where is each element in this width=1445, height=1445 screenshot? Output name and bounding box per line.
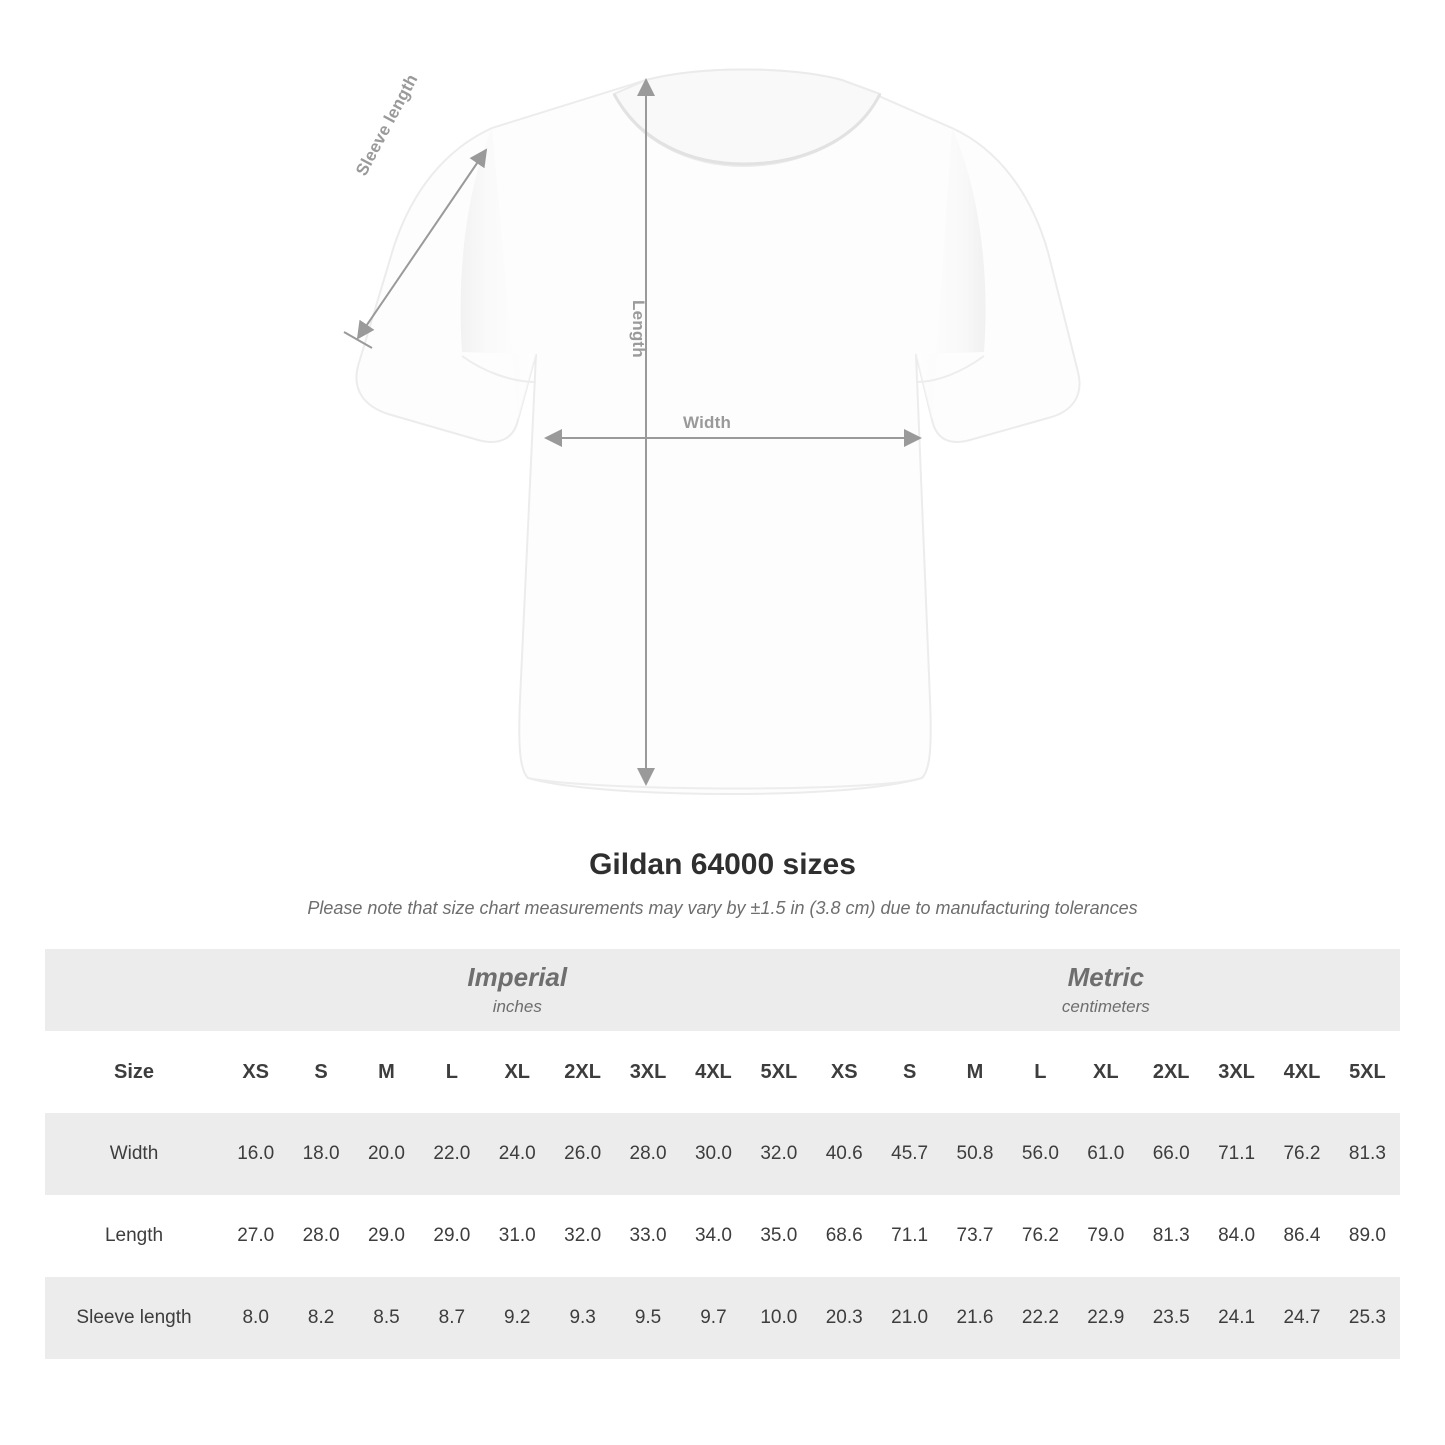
metric-sub-label: centimeters <box>1061 997 1150 1017</box>
imperial-sub-label: inches <box>492 997 542 1017</box>
imperial-label: Imperial <box>467 961 568 992</box>
size-header-metric-l: L <box>1008 1031 1073 1113</box>
page-title: Gildan 64000 sizes <box>589 848 856 881</box>
cell-width-metric-l: 56.0 <box>1008 1113 1073 1195</box>
size-table-wrap <box>45 949 1400 1359</box>
cell-width-imperial-3xl: 28.0 <box>615 1113 680 1195</box>
cell-length-metric-l: 76.2 <box>1008 1195 1073 1277</box>
cell-width-imperial-l: 22.0 <box>419 1113 484 1195</box>
size-header-metric-3xl: 3XL <box>1204 1031 1269 1113</box>
cell-width-imperial-xs: 16.0 <box>223 1113 288 1195</box>
size-header-imperial-s: S <box>288 1031 353 1113</box>
cell-length-imperial-5xl: 35.0 <box>746 1195 811 1277</box>
size-header-metric-s: S <box>877 1031 942 1113</box>
cell-sleeve-imperial-s: 8.2 <box>288 1277 353 1359</box>
size-header-imperial-l: L <box>419 1031 484 1113</box>
metric-unit-cell <box>812 949 1401 1031</box>
metric-label: Metric <box>1067 961 1145 992</box>
size-header-metric-2xl: 2XL <box>1138 1031 1203 1113</box>
cell-sleeve-metric-3xl: 24.1 <box>1204 1277 1269 1359</box>
cell-length-metric-m: 73.7 <box>942 1195 1007 1277</box>
cell-sleeve-imperial-xs: 8.0 <box>223 1277 288 1359</box>
cell-sleeve-imperial-xl: 9.2 <box>485 1277 550 1359</box>
size-header-imperial-xl: XL <box>485 1031 550 1113</box>
title-block <box>0 848 1445 919</box>
table-row-length <box>45 1195 1400 1277</box>
size-table <box>45 949 1400 1359</box>
units-blank-cell <box>45 949 223 1031</box>
length-label: Length <box>629 300 648 358</box>
cell-length-imperial-4xl: 34.0 <box>681 1195 746 1277</box>
cell-length-metric-3xl: 84.0 <box>1204 1195 1269 1277</box>
cell-length-imperial-m: 29.0 <box>354 1195 419 1277</box>
cell-sleeve-imperial-3xl: 9.5 <box>615 1277 680 1359</box>
cell-sleeve-metric-s: 21.0 <box>877 1277 942 1359</box>
size-header-imperial-5xl: 5XL <box>746 1031 811 1113</box>
size-header-imperial-3xl: 3XL <box>615 1031 680 1113</box>
cell-sleeve-metric-4xl: 24.7 <box>1269 1277 1334 1359</box>
size-header-metric-m: M <box>942 1031 1007 1113</box>
tolerance-note: Please note that size chart measurements may vary by ±1.5 in (3.8 cm) due to manufacturing tolerances <box>307 898 1138 918</box>
cell-width-imperial-2xl: 26.0 <box>550 1113 615 1195</box>
cell-length-metric-2xl: 81.3 <box>1138 1195 1203 1277</box>
cell-width-metric-s: 45.7 <box>877 1113 942 1195</box>
cell-length-imperial-xl: 31.0 <box>485 1195 550 1277</box>
width-label: Width <box>683 413 732 432</box>
cell-width-imperial-s: 18.0 <box>288 1113 353 1195</box>
cell-width-metric-xl: 61.0 <box>1073 1113 1138 1195</box>
cell-width-imperial-m: 20.0 <box>354 1113 419 1195</box>
cell-width-metric-m: 50.8 <box>942 1113 1007 1195</box>
cell-width-imperial-xl: 24.0 <box>485 1113 550 1195</box>
cell-width-metric-3xl: 71.1 <box>1204 1113 1269 1195</box>
cell-length-metric-5xl: 89.0 <box>1335 1195 1401 1277</box>
cell-width-metric-4xl: 76.2 <box>1269 1113 1334 1195</box>
size-header-imperial-xs: XS <box>223 1031 288 1113</box>
cell-sleeve-imperial-2xl: 9.3 <box>550 1277 615 1359</box>
table-row-sleeve-length <box>45 1277 1400 1359</box>
size-header-imperial-2xl: 2XL <box>550 1031 615 1113</box>
size-header-metric-4xl: 4XL <box>1269 1031 1334 1113</box>
cell-width-imperial-5xl: 32.0 <box>746 1113 811 1195</box>
cell-sleeve-imperial-4xl: 9.7 <box>681 1277 746 1359</box>
cell-sleeve-metric-2xl: 23.5 <box>1138 1277 1203 1359</box>
cell-length-metric-4xl: 86.4 <box>1269 1195 1334 1277</box>
cell-width-imperial-4xl: 30.0 <box>681 1113 746 1195</box>
size-header-row <box>45 1031 1400 1113</box>
cell-sleeve-imperial-l: 8.7 <box>419 1277 484 1359</box>
imperial-unit-cell <box>223 949 812 1031</box>
cell-length-imperial-xs: 27.0 <box>223 1195 288 1277</box>
units-row <box>45 949 1400 1031</box>
table-row-width <box>45 1113 1400 1195</box>
cell-sleeve-metric-xl: 22.9 <box>1073 1277 1138 1359</box>
cell-sleeve-metric-m: 21.6 <box>942 1277 1007 1359</box>
row-label-width: Width <box>45 1113 223 1195</box>
cell-sleeve-metric-xs: 20.3 <box>812 1277 877 1359</box>
cell-length-imperial-s: 28.0 <box>288 1195 353 1277</box>
size-header-metric-xl: XL <box>1073 1031 1138 1113</box>
cell-length-imperial-l: 29.0 <box>419 1195 484 1277</box>
size-header-label: Size <box>45 1031 223 1113</box>
sleeve-length-label: Sleeve length <box>352 70 422 179</box>
cell-sleeve-metric-l: 22.2 <box>1008 1277 1073 1359</box>
cell-sleeve-imperial-m: 8.5 <box>354 1277 419 1359</box>
size-header-imperial-m: M <box>354 1031 419 1113</box>
size-header-metric-5xl: 5XL <box>1335 1031 1401 1113</box>
row-label-sleeve-length: Sleeve length <box>45 1277 223 1359</box>
cell-length-imperial-3xl: 33.0 <box>615 1195 680 1277</box>
cell-width-metric-2xl: 66.0 <box>1138 1113 1203 1195</box>
size-header-metric-xs: XS <box>812 1031 877 1113</box>
cell-width-metric-5xl: 81.3 <box>1335 1113 1401 1195</box>
cell-width-metric-xs: 40.6 <box>812 1113 877 1195</box>
cell-sleeve-metric-5xl: 25.3 <box>1335 1277 1401 1359</box>
cell-length-metric-s: 71.1 <box>877 1195 942 1277</box>
cell-length-metric-xl: 79.0 <box>1073 1195 1138 1277</box>
cell-length-imperial-2xl: 32.0 <box>550 1195 615 1277</box>
cell-length-metric-xs: 68.6 <box>812 1195 877 1277</box>
size-header-imperial-4xl: 4XL <box>681 1031 746 1113</box>
row-label-length: Length <box>45 1195 223 1277</box>
cell-sleeve-imperial-5xl: 10.0 <box>746 1277 811 1359</box>
